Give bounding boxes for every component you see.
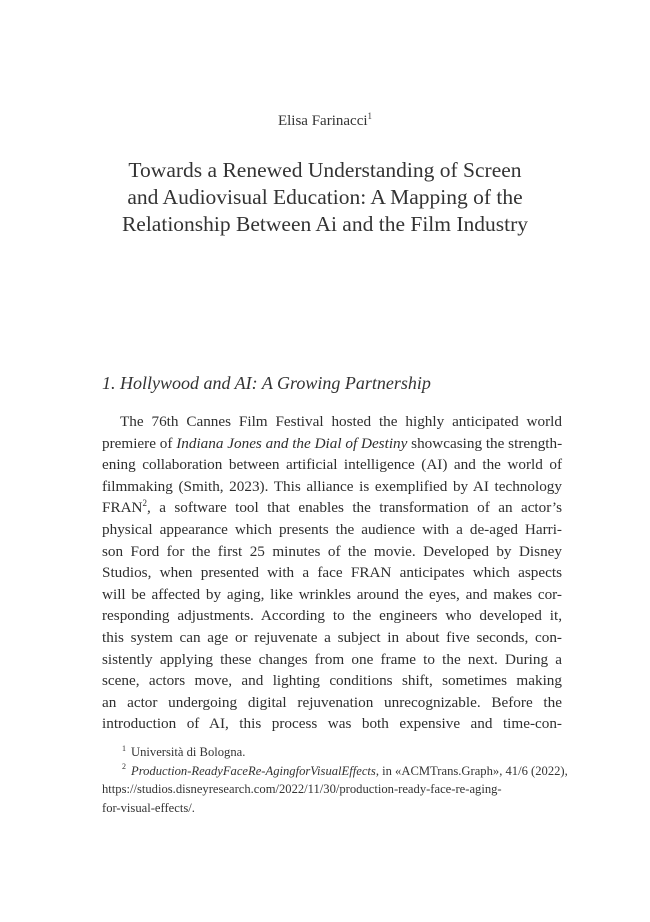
footnote-url[interactable]: https://studios.disneyresearch.com/2022/11/30/production-ready-face-re-aging- [102, 782, 502, 796]
title-line-3: Relationship Between Ai and the Film Industry [121, 212, 529, 236]
body-line: Studios, when presented with a face FRAN anticipates which aspects [102, 564, 562, 582]
footnote-number: 1 [122, 743, 126, 753]
body-line: this system can age or rejuvenate a subject in about five seconds, con- [102, 628, 562, 646]
body-line: responding adjustments. According to the engineers who developed it, [102, 607, 562, 625]
title-line-1: Towards a Renewed Understanding of Screen [128, 158, 522, 182]
author-footnote-ref: 1 [367, 111, 373, 121]
body-line: filmmaking (Smith, 2023). This alliance is exemplified by AI technology [102, 477, 562, 495]
body-line: introduction of AI, this process was both expensive and time-con- [102, 715, 562, 733]
body-text-segment: showcasing the strength- [407, 434, 563, 452]
body-line: son Ford for the first 25 minutes of the movie. Developed by Disney [102, 542, 562, 560]
body-line: ening collaboration between artificial intelligence (AI) and the world of [102, 456, 562, 474]
body-line: an actor undergoing digital rejuvenation unrecognizable. Before the [102, 693, 562, 711]
footnote-ref: 2 [142, 498, 148, 509]
body-text-segment: , a software tool that enables the transformation of an actor’s [147, 499, 562, 517]
body-line: will be affected by aging, like wrinkles around the eyes, and makes cor- [102, 585, 562, 603]
author-name-text: Elisa Farinacci [277, 113, 368, 129]
footnote-number: 2 [122, 762, 126, 772]
body-line: physical appearance which presents the audience with a de-aged Harri- [102, 520, 562, 538]
section-heading: 1. Hollywood and AI: A Growing Partnership [102, 373, 431, 393]
footnote-url-end[interactable]: for-visual-effects/. [102, 800, 195, 815]
footnote-text: , in «ACMTrans.Graph», 41/6 (2022), [375, 763, 568, 778]
footnote-italic-title: Production-ReadyFaceRe-AgingforVisualEffects [131, 763, 376, 778]
footnote-text: Università di Bologna. [131, 745, 246, 759]
film-title: Indiana Jones and the Dial of Destiny [176, 434, 408, 452]
body-line: scene, actors move, and lighting conditions shift, sometimes making [102, 672, 562, 690]
footnote-2 [102, 762, 568, 781]
body-text-segment: premiere of [102, 434, 177, 452]
body-paragraph [102, 411, 562, 735]
body-line: The 76th Cannes Film Festival hosted the highly anticipated world [120, 413, 562, 430]
body-text-segment: FRAN [102, 499, 143, 517]
body-line: sistently applying these changes from one frame to the next. During a [102, 650, 562, 668]
paper-title [95, 157, 555, 238]
footnotes [102, 743, 568, 817]
body-line [102, 497, 562, 519]
author-name [0, 113, 650, 130]
title-line-2: and Audiovisual Education: A Mapping of the [127, 185, 523, 209]
body-line [102, 433, 562, 455]
footnote-1 [102, 743, 562, 762]
